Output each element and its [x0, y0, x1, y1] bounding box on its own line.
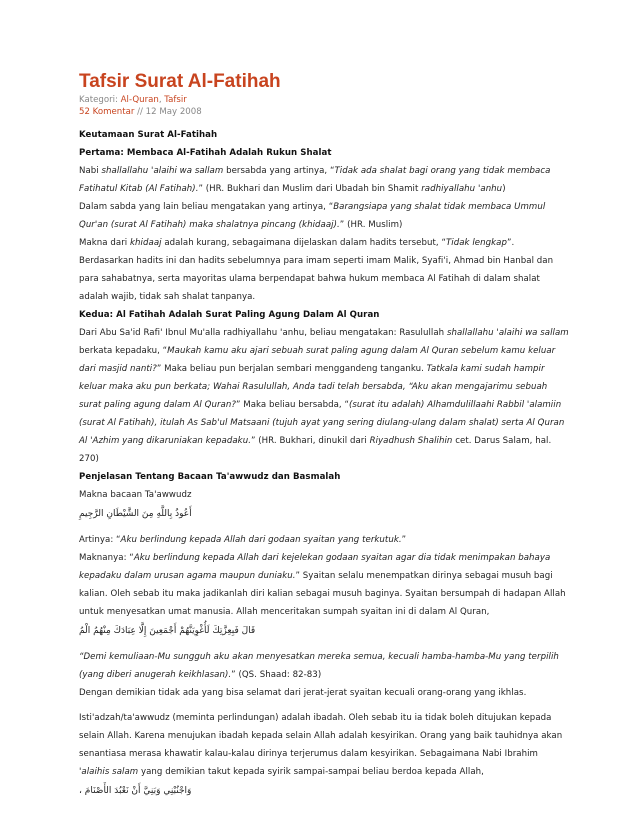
section-heading: Pertama: Membaca Al-Fatihah Adalah Rukun Shalat: [79, 148, 332, 158]
paragraph: Maknanya: “Aku berlindung kepada Allah dari kejelekan godaan syaitan agar dia tidak menimpakan bahaya kepadaku dalam urusan agama maupun duniaku.” Syaitan selalu menempatkan dirinya sebagai musuh bagi kalian. Oleh sebab itu maka jadikanlah diri kalian sebagai musuh baginya. Syaitan bersumpah di hadapan Allah untuk menyesatkan umat manusia. Allah menceritakan sumpah syaitan ini di dalam Al Quran,: [79, 553, 566, 617]
paragraph: Isti'adzah/ta'awwudz (meminta perlindungan) adalah ibadah. Oleh sebab itu ia tidak boleh ditujukan kepada selain Allah. Karena menujukan ibadah kepada selain Allah adalah kesyirikan. Orang yang baik tauhidnya akan senantiasa merasa khawatir kalau-kalau dirinya terjerumus dalam kesyirikan. Sebagaimana Nabi Ibrahim 'alaihis salam yang demikian takut kepada syirik sampai-sampai beliau berdoa kepada Allah,: [79, 713, 563, 777]
arabic-verse: أَعُوذُ بِاللَّهِ مِنَ الشَّيْطَانِ الرَّجِيمِ: [79, 509, 192, 519]
comments-date-line: [79, 106, 569, 118]
page-title[interactable]: Tafsir Surat Al-Fatihah: [79, 71, 281, 92]
paragraph: Dengan demikian tidak ada yang bisa selamat dari jerat-jerat syaitan kecuali orang-orang yang ikhlas.: [79, 688, 527, 698]
paragraph: Dalam sabda yang lain beliau mengatakan yang artinya, “Barangsiapa yang shalat tidak membaca Ummul Qur'an (surat Al Fatihah) maka shalatnya pincang (khidaaj).” (HR. Muslim): [79, 202, 546, 230]
paragraph: Nabi shallallahu 'alaihi wa sallam bersabda yang artinya, “Tidak ada shalat bagi orang yang tidak membaca Fatihatul Kitab (Al Fatihah).” (HR. Bukhari dan Muslim dari Ubadah bin Shamit radhiyallahu 'anhu): [79, 166, 551, 194]
paragraph: Makna bacaan Ta'awwudz: [79, 490, 192, 500]
article: [79, 70, 569, 801]
section-heading: Keutamaan Surat Al-Fatihah: [79, 130, 218, 140]
category-link-alquran[interactable]: Al-Quran: [120, 95, 159, 105]
category-link-tafsir[interactable]: Tafsir: [164, 95, 187, 105]
category-line: [79, 94, 569, 106]
article-body: [79, 126, 569, 801]
paragraph: Dari Abu Sa'id Rafi' Ibnul Mu'alla radhiyallahu 'anhu, beliau mengatakan: Rasulullah shallallahu 'alaihi wa sallam berkata kepadaku, “Maukah kamu aku ajari sebuah surat paling agung dalam Al Quran sebelum kamu keluar dari masjid nanti?” Maka beliau pun berjalan sembari menggandeng tanganku. Tatkala kami sudah hampir keluar maka aku pun berkata; Wahai Rasulullah, Anda tadi telah bersabda, “Aku akan mengajarimu sebuah surat paling agung dalam Al Quran?” Maka beliau bersabda, “(surat itu adalah) Alhamdulillaahi Rabbil 'alamiin (surat Al Fatihah), itulah As Sab'ul Matsaani (tujuh ayat yang sering diulang-ulang dalam shalat) serta Al Quran Al 'Azhim yang dikaruniakan kepadaku.” (HR. Bukhari, dinukil dari Riyadhush Shalihin cet. Darus Salam, hal. 270): [79, 328, 569, 464]
arabic-verse: قَالَ فَبِعِزَّتِكَ لَأُغْوِيَنَّهُمْ أَجْمَعِينَ إِلَّا عِبَادَكَ مِنْهُمُ الْمُ: [79, 626, 256, 636]
section-heading: Kedua: Al Fatihah Adalah Surat Paling Agung Dalam Al Quran: [79, 310, 380, 320]
paragraph: “Demi kemuliaan-Mu sungguh aku akan menyesatkan mereka semua, kecuali hamba-hamba-Mu yang terpilih (yang diberi anugerah keikhlasan).” (QS. Shaad: 82-83): [79, 652, 559, 680]
arabic-verse: وَاجْنُبْنِي وَبَنِيَّ أَنْ نَعْبُدَ الأَصْنَامَ ،: [79, 786, 192, 796]
post-date: // 12 May 2008: [137, 107, 202, 117]
paragraph: Artinya: “Aku berlindung kepada Allah dari godaan syaitan yang terkutuk.”: [79, 535, 407, 545]
section-heading: Penjelasan Tentang Bacaan Ta'awwudz dan Basmalah: [79, 472, 341, 482]
paragraph: Makna dari khidaaj adalah kurang, sebagaimana dijelaskan dalam hadits tersebut, “Tidak lengkap”. Berdasarkan hadits ini dan hadits sebelumnya para imam seperti imam Malik, Syafi'i, Ahmad bin Hanbal dan para sahabatnya, serta mayoritas ulama berpendapat bahwa hukum membaca Al Fatihah di dalam shalat adalah wajib, tidak sah shalat tanpanya.: [79, 238, 554, 302]
comments-link[interactable]: 52 Komentar: [79, 107, 135, 117]
category-separator: ,: [158, 95, 162, 105]
category-label: Kategori:: [79, 95, 118, 105]
post-meta: [79, 94, 569, 118]
